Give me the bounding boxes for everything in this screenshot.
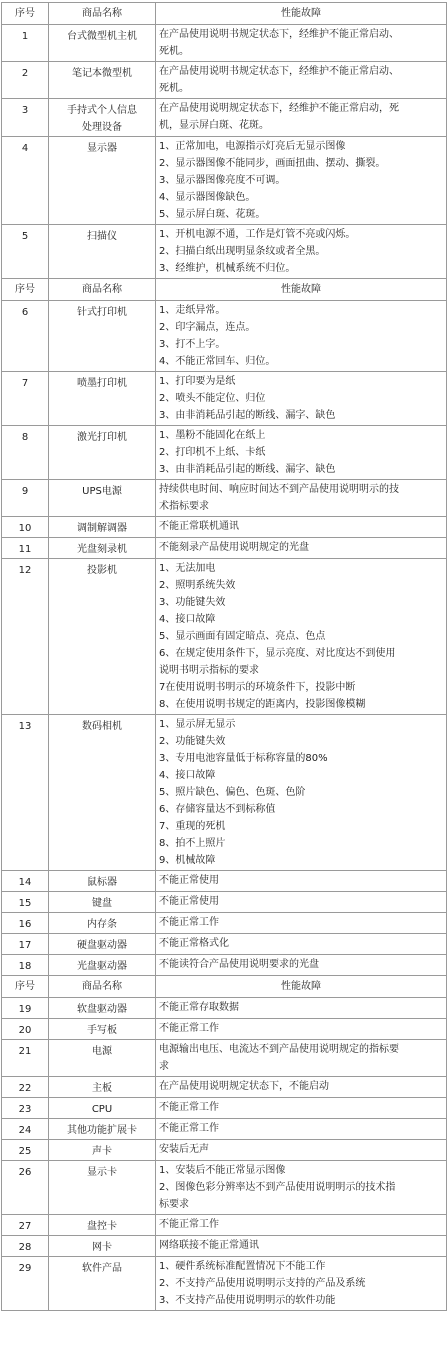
- fault-line: 5、显示屏白斑、花斑。: [159, 209, 266, 220]
- fault-line: 1、安装后不能正常显示图像: [159, 1165, 286, 1176]
- fault-description: [156, 1236, 447, 1257]
- product-name: [49, 1119, 156, 1140]
- row-number: 17: [2, 934, 49, 955]
- product-name: [49, 892, 156, 913]
- fault-line: 2、印字漏点，连点。: [159, 322, 256, 333]
- fault-description: [156, 1040, 447, 1077]
- fault-line: 1、打印要为是纸: [159, 376, 236, 387]
- product-name-line: 针式打印机: [77, 307, 127, 318]
- fault-line: 不能读符合产品使用说明要求的光盘: [159, 959, 319, 970]
- table-row: [2, 998, 447, 1019]
- fault-description: [156, 1119, 447, 1140]
- product-name: [49, 1040, 156, 1077]
- row-number: 9: [2, 480, 49, 517]
- row-number: 16: [2, 913, 49, 934]
- product-name: [49, 1161, 156, 1215]
- product-name: [49, 913, 156, 934]
- fault-description: [156, 480, 447, 517]
- row-number: 14: [2, 871, 49, 892]
- fault-description: [156, 871, 447, 892]
- fault-description: [156, 372, 447, 426]
- fault-line: 在产品使用说明规定状态下，经维护不能正常启动，死: [159, 103, 399, 114]
- product-name-line: 其他功能扩展卡: [67, 1125, 137, 1136]
- fault-description: [156, 998, 447, 1019]
- fault-line: 3、由非消耗品引起的断线、漏字、缺色: [159, 464, 336, 475]
- row-number: 20: [2, 1019, 49, 1040]
- product-name: [49, 372, 156, 426]
- product-name: [49, 480, 156, 517]
- product-name: [49, 426, 156, 480]
- product-name: [49, 871, 156, 892]
- fault-line: 3、功能键失效: [159, 597, 226, 608]
- table-row: [2, 1040, 447, 1077]
- fault-line: 8、拍不上照片: [159, 838, 226, 849]
- fault-description: [156, 1161, 447, 1215]
- table-row: [2, 1161, 447, 1215]
- fault-line: 2、显示器图像不能同步，画面扭曲、摆动、撕裂。: [159, 158, 386, 169]
- row-number: 25: [2, 1140, 49, 1161]
- header-name: 商品名称: [49, 279, 156, 301]
- fault-description: [156, 62, 447, 99]
- product-name-line: 投影机: [87, 565, 117, 576]
- fault-line: 术指标要求: [159, 501, 209, 512]
- fault-line: 2、图像色彩分辨率达不到产品使用说明明示的技术指: [159, 1182, 396, 1193]
- table-row: [2, 99, 447, 137]
- fault-line: 持续供电时间、响应时间达不到产品使用说明明示的技: [159, 484, 399, 495]
- table-row: [2, 1098, 447, 1119]
- fault-description: [156, 1257, 447, 1311]
- fault-line: 安装后无声: [159, 1144, 209, 1155]
- fault-line: 不能正常联机通讯: [159, 521, 239, 532]
- product-name: [49, 998, 156, 1019]
- product-name-line: 声卡: [92, 1146, 112, 1157]
- row-number: 18: [2, 955, 49, 976]
- fault-description: [156, 1215, 447, 1236]
- fault-line: 1、开机电源不通，工作是灯管不亮或闪烁。: [159, 229, 356, 240]
- fault-line: 死机。: [159, 83, 189, 94]
- fault-line: 不能正常工作: [159, 917, 219, 928]
- product-name-line: 光盘刻录机: [77, 544, 127, 555]
- fault-line: 1、显示屏无显示: [159, 719, 236, 730]
- fault-description: [156, 955, 447, 976]
- product-name: [49, 25, 156, 62]
- fault-description: [156, 517, 447, 538]
- fault-line: 网络联接不能正常通讯: [159, 1240, 259, 1251]
- table-row: [2, 871, 447, 892]
- row-number: 12: [2, 559, 49, 715]
- fault-table: [1, 2, 447, 1311]
- fault-line: 9、机械故障: [159, 855, 216, 866]
- product-name-line: 激光打印机: [77, 432, 127, 443]
- fault-line: 1、墨粉不能固化在纸上: [159, 430, 266, 441]
- row-number: 8: [2, 426, 49, 480]
- table-row: [2, 1236, 447, 1257]
- table-row: [2, 62, 447, 99]
- product-name-line: 显示卡: [87, 1167, 117, 1178]
- fault-description: [156, 426, 447, 480]
- table-row: [2, 1119, 447, 1140]
- row-number: 23: [2, 1098, 49, 1119]
- table-row: [2, 1019, 447, 1040]
- product-name: [49, 1215, 156, 1236]
- table-header-row: [2, 976, 447, 998]
- header-name: 商品名称: [49, 976, 156, 998]
- fault-line: 求: [159, 1061, 169, 1072]
- product-name: [49, 955, 156, 976]
- product-name-line: 鼠标器: [87, 877, 117, 888]
- fault-line: 电源输出电压、电流达不到产品使用说明规定的指标要: [159, 1044, 399, 1055]
- fault-description: [156, 892, 447, 913]
- fault-table-body: [2, 3, 447, 1311]
- fault-line: 2、照明系统失效: [159, 580, 236, 591]
- fault-description: [156, 99, 447, 137]
- fault-description: [156, 301, 447, 372]
- table-header-row: [2, 3, 447, 25]
- fault-line: 3、经维护，机械系统不归位。: [159, 263, 296, 274]
- row-number: 13: [2, 715, 49, 871]
- fault-line: 4、接口故障: [159, 770, 216, 781]
- fault-line: 7、重现的死机: [159, 821, 226, 832]
- product-name-line: 内存条: [87, 919, 117, 930]
- fault-line: 不能刻录产品使用说明规定的光盘: [159, 542, 309, 553]
- product-name-line: 主板: [92, 1083, 112, 1094]
- product-name: [49, 62, 156, 99]
- product-name: [49, 137, 156, 225]
- product-name: [49, 559, 156, 715]
- header-name: 商品名称: [49, 3, 156, 25]
- fault-line: 5、显示画面有固定暗点、亮点、色点: [159, 631, 326, 642]
- fault-line: 不能正常格式化: [159, 938, 229, 949]
- fault-line: 不能正常使用: [159, 875, 219, 886]
- fault-line: 2、打印机不上纸、卡纸: [159, 447, 266, 458]
- product-name: [49, 301, 156, 372]
- fault-table-sheet: [1, 2, 447, 1311]
- table-row: [2, 301, 447, 372]
- product-name-line: 网卡: [92, 1242, 112, 1253]
- row-number: 21: [2, 1040, 49, 1077]
- product-name-line: CPU: [91, 1104, 113, 1115]
- fault-line: 死机。: [159, 46, 189, 57]
- row-number: 1: [2, 25, 49, 62]
- fault-description: [156, 25, 447, 62]
- header-no: 序号: [2, 3, 49, 25]
- product-name-line: 盘控卡: [87, 1221, 117, 1232]
- header-no: 序号: [2, 279, 49, 301]
- product-name: [49, 1257, 156, 1311]
- fault-line: 2、不支持产品使用说明明示支持的产品及系统: [159, 1278, 366, 1289]
- fault-line: 不能正常存取数据: [159, 1002, 239, 1013]
- product-name-line: 电源: [92, 1046, 112, 1057]
- row-number: 29: [2, 1257, 49, 1311]
- fault-line: 1、正常加电，电源指示灯亮后无显示图像: [159, 141, 346, 152]
- fault-line: 3、不支持产品使用说明明示的软件功能: [159, 1295, 336, 1306]
- fault-line: 在产品使用说明规定状态下，不能启动: [159, 1081, 329, 1092]
- fault-description: [156, 934, 447, 955]
- table-row: [2, 1257, 447, 1311]
- fault-description: [156, 1077, 447, 1098]
- row-number: 5: [2, 225, 49, 279]
- product-name: [49, 934, 156, 955]
- fault-line: 4、不能正常回车、归位。: [159, 356, 276, 367]
- table-row: [2, 480, 447, 517]
- fault-line: 7在使用说明书明示的环境条件下，投影中断: [159, 682, 356, 693]
- fault-description: [156, 538, 447, 559]
- product-name-line: 光盘驱动器: [77, 961, 127, 972]
- row-number: 26: [2, 1161, 49, 1215]
- table-row: [2, 25, 447, 62]
- fault-line: 不能正常工作: [159, 1123, 219, 1134]
- product-name-line: 笔记本微型机: [72, 68, 132, 79]
- fault-line: 8、在使用说明书规定的距离内，投影图像模糊: [159, 699, 366, 710]
- row-number: 3: [2, 99, 49, 137]
- header-no: 序号: [2, 976, 49, 998]
- fault-line: 4、显示器图像缺色。: [159, 192, 256, 203]
- fault-line: 说明书明示指标的要求: [159, 665, 259, 676]
- fault-description: [156, 1140, 447, 1161]
- product-name: [49, 538, 156, 559]
- table-row: [2, 517, 447, 538]
- row-number: 2: [2, 62, 49, 99]
- product-name-line: 手写板: [87, 1025, 117, 1036]
- header-fault: 性能故障: [156, 3, 447, 25]
- fault-line: 在产品使用说明书规定状态下，经维护不能正常启动、: [159, 29, 399, 40]
- fault-description: [156, 913, 447, 934]
- table-header-row: [2, 279, 447, 301]
- fault-line: 1、无法加电: [159, 563, 216, 574]
- product-name-line: 显示器: [87, 143, 117, 154]
- product-name-line: 手持式个人信息: [67, 105, 137, 116]
- fault-description: [156, 715, 447, 871]
- table-row: [2, 372, 447, 426]
- product-name: [49, 1077, 156, 1098]
- fault-line: 不能正常工作: [159, 1102, 219, 1113]
- table-row: [2, 913, 447, 934]
- product-name-line: 软盘驱动器: [77, 1004, 127, 1015]
- fault-description: [156, 559, 447, 715]
- product-name-line: 喷墨打印机: [77, 378, 127, 389]
- product-name: [49, 225, 156, 279]
- row-number: 27: [2, 1215, 49, 1236]
- product-name: [49, 1098, 156, 1119]
- fault-description: [156, 137, 447, 225]
- product-name-line: 台式微型机主机: [67, 31, 137, 42]
- fault-line: 在产品使用说明书规定状态下，经维护不能正常启动、: [159, 66, 399, 77]
- product-name: [49, 517, 156, 538]
- product-name-line: 数码相机: [82, 721, 122, 732]
- product-name-line: 调制解调器: [77, 523, 127, 534]
- fault-description: [156, 225, 447, 279]
- row-number: 4: [2, 137, 49, 225]
- fault-line: 2、扫描白纸出现明显条纹或者全黑。: [159, 246, 326, 257]
- table-row: [2, 934, 447, 955]
- table-row: [2, 137, 447, 225]
- table-row: [2, 715, 447, 871]
- product-name-line: 键盘: [92, 898, 112, 909]
- product-name-line: 处理设备: [82, 122, 122, 133]
- product-name: [49, 1236, 156, 1257]
- fault-line: 5、照片缺色、偏色、色斑、色阶: [159, 787, 306, 798]
- row-number: 24: [2, 1119, 49, 1140]
- table-row: [2, 1077, 447, 1098]
- table-row: [2, 538, 447, 559]
- fault-line: 3、显示器图像亮度不可调。: [159, 175, 286, 186]
- table-row: [2, 955, 447, 976]
- row-number: 19: [2, 998, 49, 1019]
- product-name-line: 扫描仪: [87, 231, 117, 242]
- fault-line: 4、接口故障: [159, 614, 216, 625]
- fault-line: 不能正常工作: [159, 1023, 219, 1034]
- table-row: [2, 1140, 447, 1161]
- fault-description: [156, 1098, 447, 1119]
- table-row: [2, 892, 447, 913]
- product-name: [49, 1140, 156, 1161]
- fault-line: 机，显示屏白斑、花斑。: [159, 120, 269, 131]
- fault-line: 标要求: [159, 1199, 189, 1210]
- product-name-line: UPS电源: [82, 486, 122, 497]
- product-name: [49, 99, 156, 137]
- product-name: [49, 715, 156, 871]
- product-name-line: 软件产品: [82, 1263, 122, 1274]
- row-number: 10: [2, 517, 49, 538]
- table-row: [2, 225, 447, 279]
- fault-line: 3、由非消耗品引起的断线、漏字、缺色: [159, 410, 336, 421]
- fault-line: 不能正常工作: [159, 1219, 219, 1230]
- header-fault: 性能故障: [156, 976, 447, 998]
- table-row: [2, 559, 447, 715]
- row-number: 7: [2, 372, 49, 426]
- product-name-line: 硬盘驱动器: [77, 940, 127, 951]
- row-number: 15: [2, 892, 49, 913]
- fault-line: 2、喷头不能定位、归位: [159, 393, 266, 404]
- fault-line: 2、功能键失效: [159, 736, 226, 747]
- fault-description: [156, 1019, 447, 1040]
- fault-line: 6、在规定使用条件下，显示亮度、对比度达不到使用: [159, 648, 396, 659]
- row-number: 11: [2, 538, 49, 559]
- fault-line: 3、打不上字。: [159, 339, 226, 350]
- row-number: 6: [2, 301, 49, 372]
- row-number: 28: [2, 1236, 49, 1257]
- product-name: [49, 1019, 156, 1040]
- fault-line: 1、硬件系统标准配置情况下不能工作: [159, 1261, 326, 1272]
- header-fault: 性能故障: [156, 279, 447, 301]
- fault-line: 不能正常使用: [159, 896, 219, 907]
- row-number: 22: [2, 1077, 49, 1098]
- fault-line: 6、存储容量达不到标称值: [159, 804, 276, 815]
- table-row: [2, 426, 447, 480]
- table-row: [2, 1215, 447, 1236]
- fault-line: 3、专用电池容量低于标称容量的80%: [159, 753, 328, 764]
- fault-line: 1、走纸异常。: [159, 305, 226, 316]
